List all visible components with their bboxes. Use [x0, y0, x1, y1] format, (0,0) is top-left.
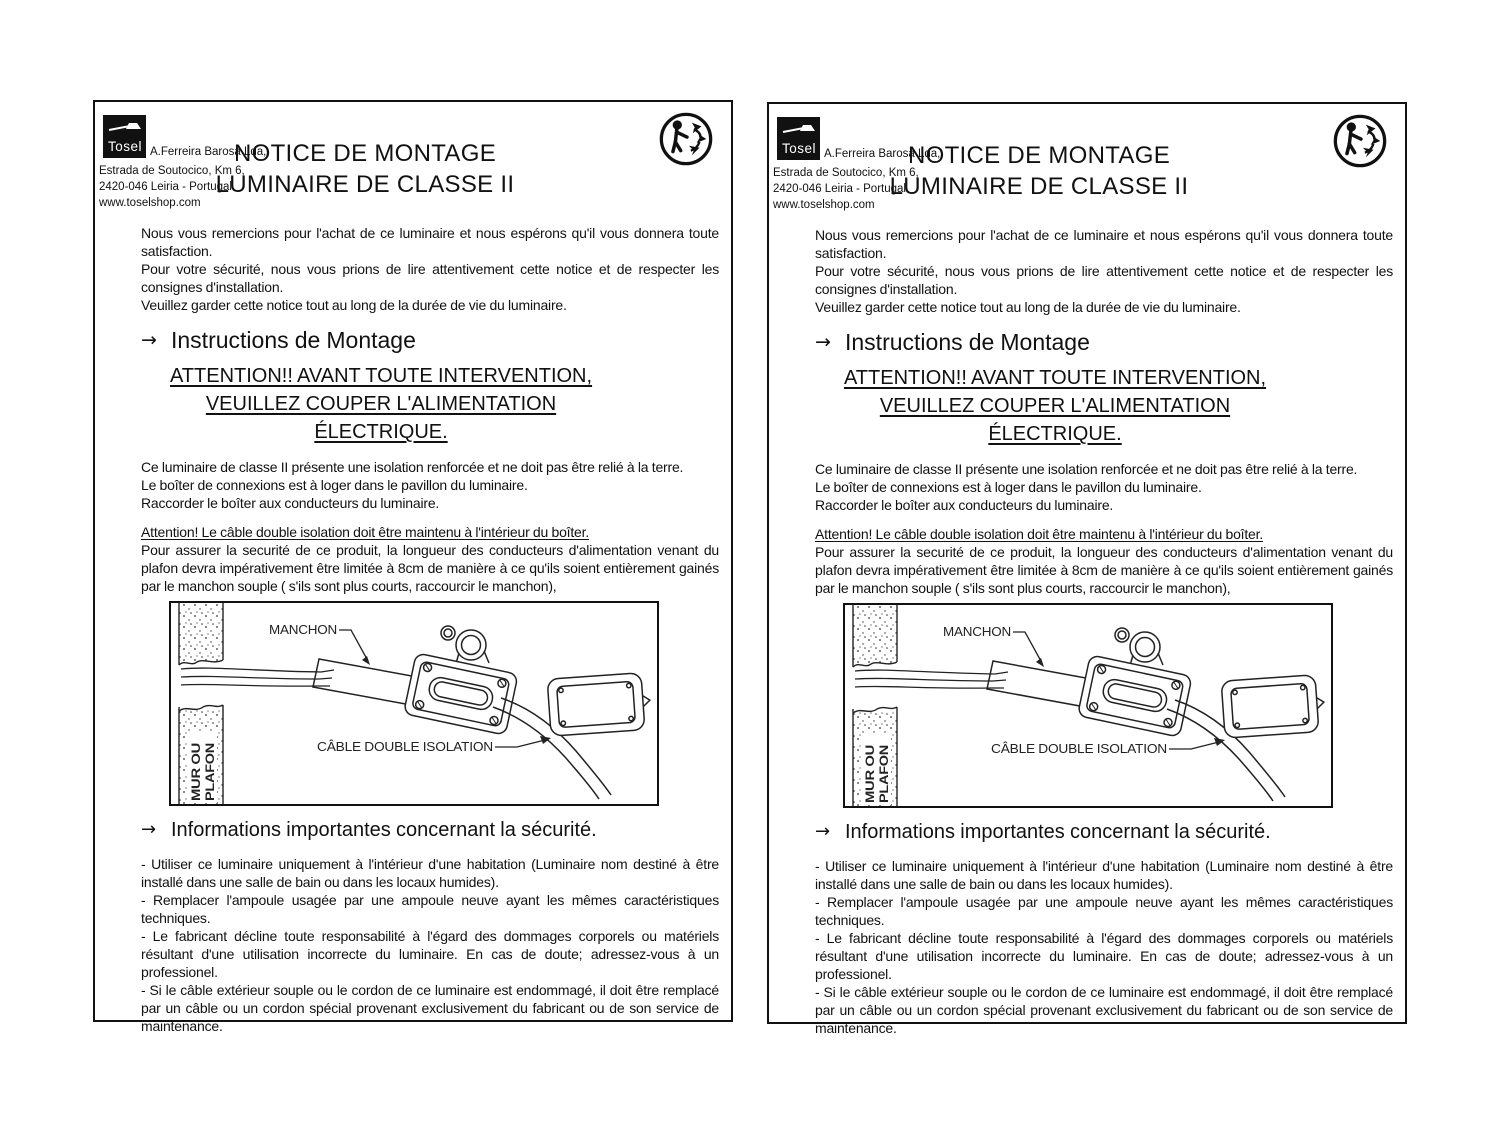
arrow-bullet-icon: →	[815, 331, 831, 353]
wall-label-line1: MUR OU	[191, 755, 203, 801]
company-address-line: Estrada de Soutocico, Km 6,	[773, 167, 919, 179]
security-item: - Remplacer l'ampoule usagée par une ampoule neuve ayant les mêmes caractéristiques techniques.	[815, 894, 1393, 928]
brand-text: Tosel	[108, 139, 143, 154]
warning-heading: ATTENTION!! AVANT TOUTE INTERVENTION, VEUILLEZ COUPER L'ALIMENTATION ÉLECTRIQUE.	[843, 367, 1267, 445]
company-name: A.Ferreira Barosa Lda,	[824, 148, 941, 160]
class2-note: Ce luminaire de classe II présente une isolation renforcée et ne doit pas être relié à la terre. Le boîter de connexions est à loger dans le pavillon du luminaire. Raccorder le boîter aux conducteurs du luminaire.	[141, 459, 684, 511]
cable-label: CÂBLE DOUBLE ISOLATION	[991, 741, 1167, 756]
page-body	[815, 226, 1393, 1037]
page-title: NOTICE DE MONTAGE LUMINAIRE DE CLASSE II	[889, 142, 1189, 200]
security-item: - Utiliser ce luminaire uniquement à l'intérieur d'une habitation (Luminaire nom destiné à être installé dans une salle de bain ou dans les locaux humides).	[815, 858, 1393, 892]
connection-box	[403, 653, 518, 735]
triman-recycle-icon	[657, 110, 715, 168]
brand-text: Tosel	[782, 141, 817, 156]
cable-label: CÂBLE DOUBLE ISOLATION	[317, 739, 493, 754]
supply-wires	[855, 670, 1008, 688]
security-item: - Si le câble extérieur souple ou le cordon de ce luminaire est endommagé, il doit être remplacé par un câble ou un cordon spécial provenant exclusivement du fabricant ou de son service de maintenance.	[815, 984, 1393, 1036]
security-heading: → Informations importantes concernant la sécurité.	[141, 819, 597, 841]
company-website: www.toselshop.com	[773, 199, 875, 211]
triman-recycle-icon	[1331, 112, 1389, 170]
connection-box	[1077, 655, 1192, 737]
assembly-diagram	[169, 601, 659, 806]
page-header	[95, 102, 731, 224]
tosel-logo	[777, 117, 820, 160]
attention-note: Attention! Le câble double isolation doit être maintenu à l'intérieur du boîter.	[141, 524, 590, 540]
warning-heading: ATTENTION!! AVANT TOUTE INTERVENTION, VEUILLEZ COUPER L'ALIMENTATION ÉLECTRIQUE.	[169, 365, 593, 443]
arrow-bullet-icon: →	[141, 819, 157, 840]
company-name: A.Ferreira Barosa Lda,	[150, 146, 267, 158]
security-item: - Le fabricant décline toute responsabilité à l'égard des dommages corporels ou matériels résultant d'une utilisation incorrecte du luminaire. En cas de doute; adressez-vous à un professionel.	[141, 928, 719, 980]
sleeve-paragraph: Pour assurer la securité de ce produit, la longueur des conducteurs d'alimentation venant du plafon devra impérativement être limitée à 8cm de manière à ce qu'ils soient entièrement gainés par le manchon souple ( s'ils sont plus courts, raccourcir le manchon),	[815, 544, 1393, 596]
security-list	[815, 857, 1393, 1037]
intro-paragraph: Veuillez garder cette notice tout au long de la durée de vie du luminaire.	[815, 299, 1241, 315]
sleeve-label: MANCHON	[943, 624, 1011, 639]
cover-plate	[1221, 674, 1326, 738]
wall-label-line2: PLAFON	[879, 756, 891, 803]
page-right	[767, 102, 1407, 1036]
security-list	[141, 855, 719, 1035]
assembly-diagram	[843, 603, 1333, 808]
attention-note: Attention! Le câble double isolation doit être maintenu à l'intérieur du boîter.	[815, 526, 1264, 542]
security-item: - Si le câble extérieur souple ou le cordon de ce luminaire est endommagé, il doit être remplacé par un câble ou un cordon spécial provenant exclusivement du fabricant ou de son service de maintenance.	[141, 982, 719, 1034]
wall-label-line1: MUR OU	[865, 757, 877, 803]
company-address-line: 2420-046 Leiria - Portugal	[773, 183, 906, 195]
wall-section	[179, 603, 223, 804]
assembly-diagram-drawing	[845, 605, 1331, 806]
company-website: www.toselshop.com	[99, 197, 201, 209]
tosel-logo	[103, 115, 146, 158]
security-item: - Remplacer l'ampoule usagée par une ampoule neuve ayant les mêmes caractéristiques techniques.	[141, 892, 719, 926]
intro-paragraph: Pour votre sécurité, nous vous prions de lire attentivement cette notice et de respecter les consignes d'installation.	[815, 263, 1393, 297]
intro-paragraph: Pour votre sécurité, nous vous prions de lire attentivement cette notice et de respecter les consignes d'installation.	[141, 261, 719, 295]
page-title: NOTICE DE MONTAGE LUMINAIRE DE CLASSE II	[215, 140, 515, 198]
sleeve-label: MANCHON	[269, 622, 337, 637]
intro-paragraph: Nous vous remercions pour l'achat de ce luminaire et nous espérons qu'il vous donnera toute satisfaction.	[141, 225, 719, 259]
cover-plate	[547, 672, 652, 736]
montage-heading: → Instructions de Montage	[815, 329, 1090, 355]
wall-label-line2: PLAFON	[205, 754, 217, 801]
intro-paragraph: Veuillez garder cette notice tout au long de la durée de vie du luminaire.	[141, 297, 567, 313]
wall-section	[853, 605, 897, 806]
company-address-line: 2420-046 Leiria - Portugal	[99, 181, 232, 193]
page-header	[769, 104, 1405, 226]
arrow-bullet-icon: →	[141, 329, 157, 351]
supply-wires	[181, 668, 334, 686]
page-left	[93, 100, 733, 1034]
class2-note: Ce luminaire de classe II présente une isolation renforcée et ne doit pas être relié à la terre. Le boîter de connexions est à loger dans le pavillon du luminaire. Raccorder le boîter aux conducteurs du luminaire.	[815, 461, 1358, 513]
security-item: - Utiliser ce luminaire uniquement à l'intérieur d'une habitation (Luminaire nom destiné à être installé dans une salle de bain ou dans les locaux humides).	[141, 856, 719, 890]
company-address-line: Estrada de Soutocico, Km 6,	[99, 165, 245, 177]
intro-paragraph: Nous vous remercions pour l'achat de ce luminaire et nous espérons qu'il vous donnera toute satisfaction.	[815, 227, 1393, 261]
security-heading: → Informations importantes concernant la sécurité.	[815, 821, 1271, 843]
page-body	[141, 224, 719, 1035]
arrow-bullet-icon: →	[815, 821, 831, 842]
montage-heading: → Instructions de Montage	[141, 327, 416, 353]
assembly-diagram-drawing	[171, 603, 657, 804]
security-item: - Le fabricant décline toute responsabilité à l'égard des dommages corporels ou matériels résultant d'une utilisation incorrecte du luminaire. En cas de doute; adressez-vous à un professionel.	[815, 930, 1393, 982]
sleeve-paragraph: Pour assurer la securité de ce produit, la longueur des conducteurs d'alimentation venant du plafon devra impérativement être limitée à 8cm de manière à ce qu'ils soient entièrement gainés par le manchon souple ( s'ils sont plus courts, raccourcir le manchon),	[141, 542, 719, 594]
